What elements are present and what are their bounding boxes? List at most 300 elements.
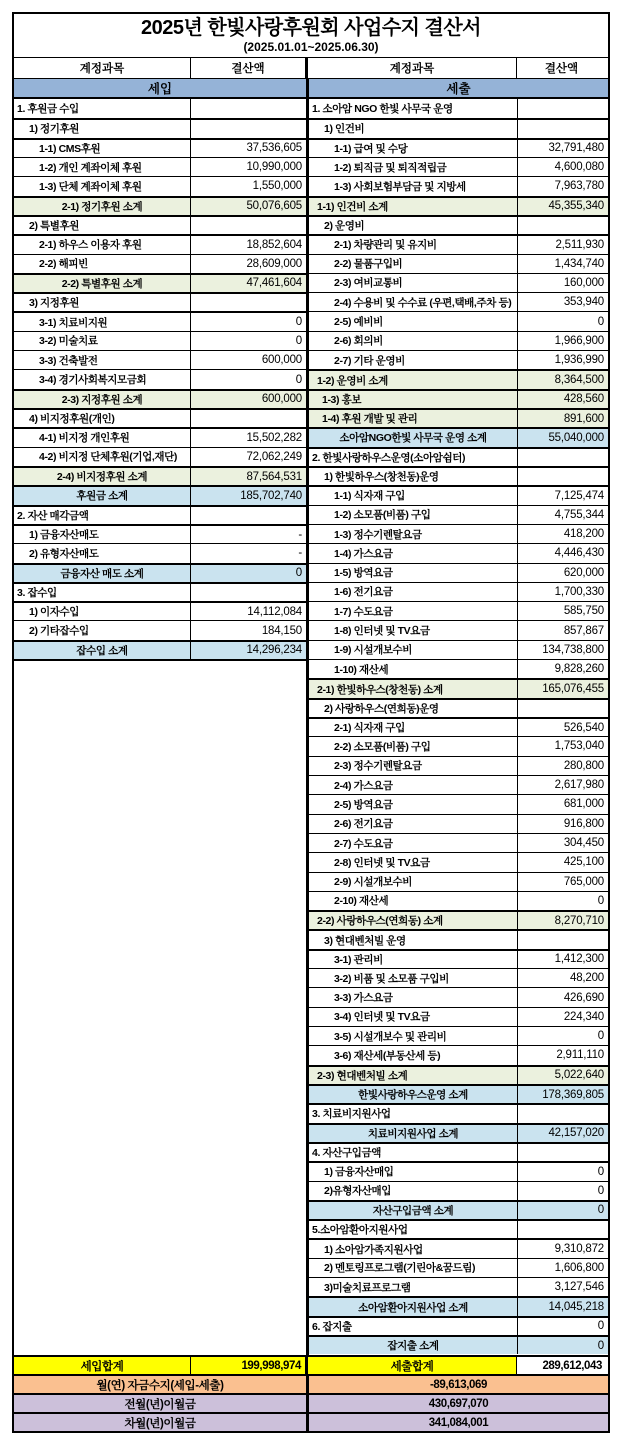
table-row xyxy=(309,775,608,794)
table-row xyxy=(309,157,608,176)
previous-carryover-row xyxy=(14,1393,608,1412)
amount-value: 916,800 xyxy=(563,817,604,830)
table-row xyxy=(309,1316,608,1335)
amount-value xyxy=(518,1105,608,1122)
table-row xyxy=(309,331,608,350)
balance-value: -89,613,069 xyxy=(309,1376,608,1393)
account-label: 1) 금융자산매도 xyxy=(14,526,191,543)
table-row xyxy=(309,717,608,736)
table-row xyxy=(309,215,608,234)
account-label: 2-3) 정수기렌탈요금 xyxy=(309,757,518,775)
amount-value: 1,700,330 xyxy=(554,585,604,598)
amount-value: 428,560 xyxy=(563,393,604,406)
account-label: 1-9) 시설개보수비 xyxy=(309,641,518,659)
section-income-header: 세입 xyxy=(14,79,306,97)
account-label: 1-1) CMS후원 xyxy=(14,140,191,157)
table-row xyxy=(309,987,608,1006)
table-row xyxy=(14,273,306,292)
amount-value: 0 xyxy=(597,1184,604,1197)
account-label: 1-10) 재산세 xyxy=(309,660,518,678)
expense-total-value: 289,612,043 xyxy=(517,1357,606,1374)
balance-label: 월(연) 자금수지(세입-세출) xyxy=(14,1376,306,1393)
account-label: 2-6) 전기요금 xyxy=(309,815,518,833)
account-label: 잡지출 소계 xyxy=(309,1337,518,1354)
table-row xyxy=(309,582,608,601)
amount-value: 1,936,990 xyxy=(554,354,604,367)
account-label: 3) 현대벤처빌 운영 xyxy=(309,931,518,948)
table-row xyxy=(309,852,608,871)
amount-value: 178,369,805 xyxy=(542,1088,604,1101)
account-label: 4-2) 비지정 단체후원(기업,재단) xyxy=(14,448,191,466)
amount-value: - xyxy=(298,528,302,541)
account-label: 1-3) 단체 계좌이체 후원 xyxy=(14,177,191,195)
account-label: 3. 잡수입 xyxy=(14,584,191,601)
amount-value xyxy=(191,120,306,137)
table-row xyxy=(309,910,608,929)
account-label: 2)유형자산매입 xyxy=(309,1182,518,1200)
amount-value: 15,502,282 xyxy=(246,431,302,444)
account-label: 1. 소아암 NGO 한빛 사무국 운영 xyxy=(309,99,518,118)
table-row xyxy=(14,601,306,620)
amount-value: 14,045,218 xyxy=(548,1301,604,1314)
account-label: 2-2) 특별후원 소계 xyxy=(14,275,191,292)
account-label: 2-4) 비지정후원 소계 xyxy=(14,468,191,485)
amount-value: 353,940 xyxy=(563,296,604,309)
amount-value: 42,157,020 xyxy=(548,1127,604,1140)
account-label: 소아암환아지원사업 소계 xyxy=(309,1298,518,1315)
amount-value: 3,127,546 xyxy=(554,1281,604,1294)
table-row xyxy=(14,485,306,504)
account-label: 2-2) 물품구입비 xyxy=(309,255,518,273)
table-row xyxy=(14,311,306,330)
amount-value: 0 xyxy=(597,1030,604,1043)
account-label: 3-1) 치료비지원 xyxy=(14,313,191,330)
amount-value: 8,364,500 xyxy=(554,374,604,387)
amount-value: - xyxy=(298,547,302,560)
amount-value: 1,550,000 xyxy=(252,180,302,193)
table-row xyxy=(309,1084,608,1103)
account-label: 2-1) 한빛하우스(창천동) 소계 xyxy=(309,680,518,697)
account-label: 3-3) 건축발전 xyxy=(14,351,191,369)
account-label: 2-5) 예비비 xyxy=(309,312,518,330)
table-row xyxy=(309,929,608,948)
account-label: 1-3) 사회보험부담금 및 지방세 xyxy=(309,177,518,195)
account-label: 잡수입 소계 xyxy=(14,642,191,659)
amount-value: 0 xyxy=(295,334,302,347)
account-label: 1-2) 퇴직금 및 퇴직적립금 xyxy=(309,158,518,176)
table-row xyxy=(309,138,608,157)
amount-value: 426,690 xyxy=(563,991,604,1004)
account-label: 3-2) 비품 및 소모품 구입비 xyxy=(309,969,518,987)
table-row xyxy=(14,157,306,176)
col-header-account-right: 계정과목 xyxy=(308,58,517,78)
amount-value: 224,340 xyxy=(563,1010,604,1023)
table-row xyxy=(14,466,306,485)
table-row xyxy=(14,427,306,446)
account-label: 3) 지정후원 xyxy=(14,294,191,311)
account-label: 금융자산 매도 소계 xyxy=(14,565,191,582)
account-label: 2-1) 정기후원 소계 xyxy=(14,198,191,215)
amount-value xyxy=(518,931,608,948)
account-label: 1) 금융자산매입 xyxy=(309,1163,518,1180)
section-expense-header: 세출 xyxy=(309,79,608,97)
account-label: 후원금 소계 xyxy=(14,487,191,504)
account-label: 1) 한빛하우스(창천동)운영 xyxy=(309,468,518,485)
amount-value: 9,828,260 xyxy=(554,663,604,676)
table-row xyxy=(14,408,306,427)
account-label: 3. 치료비지원사업 xyxy=(309,1105,518,1122)
account-label: 2-4) 수용비 및 수수료 (우편,택배,주차 등) xyxy=(309,293,518,311)
amount-value: 0 xyxy=(597,1320,604,1333)
account-label: 1-3) 정수기렌탈요금 xyxy=(309,525,518,543)
account-label: 1) 소아암가족지원사업 xyxy=(309,1240,518,1257)
amount-value: 526,540 xyxy=(563,721,604,734)
previous-carryover-label: 전월(년)이월금 xyxy=(14,1395,306,1412)
amount-value: 1,412,300 xyxy=(554,953,604,966)
amount-value: 48,200 xyxy=(570,972,604,985)
table-row xyxy=(14,369,306,388)
amount-value: 4,446,430 xyxy=(554,547,604,560)
account-label: 3-3) 가스요금 xyxy=(309,988,518,1006)
amount-value: 134,738,800 xyxy=(542,643,604,656)
table-row xyxy=(14,524,306,543)
account-label: 3-5) 시설개보수 및 관리비 xyxy=(309,1027,518,1045)
account-label: 2-7) 수도요금 xyxy=(309,834,518,852)
table-row xyxy=(309,1142,608,1161)
table-row xyxy=(14,389,306,408)
account-label: 1-1) 식자재 구입 xyxy=(309,487,518,504)
account-label: 1-6) 전기요금 xyxy=(309,583,518,601)
table-row xyxy=(309,485,608,504)
account-label: 3)미술치료프로그램 xyxy=(309,1278,518,1296)
table-row xyxy=(309,99,608,118)
amount-value: 0 xyxy=(295,373,302,386)
account-label: 4-1) 비지정 개인후원 xyxy=(14,429,191,446)
account-label: 1-7) 수도요금 xyxy=(309,602,518,620)
account-label: 2-5) 방역요금 xyxy=(309,795,518,813)
amount-value: 857,867 xyxy=(563,624,604,637)
table-row xyxy=(309,118,608,137)
account-label: 3-4) 인터넷 및 TV요금 xyxy=(309,1008,518,1026)
table-row xyxy=(309,466,608,485)
account-label: 2) 운영비 xyxy=(309,217,518,234)
account-label: 1-4) 가스요금 xyxy=(309,544,518,562)
table-row xyxy=(309,698,608,717)
account-label: 4) 비지정후원(개인) xyxy=(14,410,191,427)
account-label: 1. 후원금 수입 xyxy=(14,99,191,118)
amount-value: 50,076,605 xyxy=(246,200,302,213)
account-label: 2-4) 가스요금 xyxy=(309,776,518,794)
previous-carryover-value: 430,697,070 xyxy=(309,1395,608,1412)
table-row xyxy=(309,1335,608,1354)
table-row xyxy=(309,563,608,582)
amount-value: 14,296,234 xyxy=(246,644,302,657)
amount-value: 87,564,531 xyxy=(246,470,302,483)
balance-row xyxy=(14,1374,608,1393)
table-row xyxy=(309,1200,608,1219)
section-header-row xyxy=(14,79,608,99)
table-row xyxy=(309,794,608,813)
amount-value: 7,125,474 xyxy=(554,489,604,502)
account-label: 1-8) 인터넷 및 TV요금 xyxy=(309,621,518,639)
table-row xyxy=(309,350,608,369)
amount-value: 72,062,249 xyxy=(246,450,302,463)
amount-value: 185,702,740 xyxy=(240,489,302,502)
income-total-label: 세입합계 xyxy=(14,1357,191,1374)
amount-value: 425,100 xyxy=(563,856,604,869)
account-label: 1-2) 소모품(비품) 구입 xyxy=(309,506,518,524)
amount-value: 7,963,780 xyxy=(554,180,604,193)
amount-value: 32,791,480 xyxy=(548,142,604,155)
table-row xyxy=(309,640,608,659)
amount-value xyxy=(518,468,608,485)
account-label: 1-3) 홍보 xyxy=(309,391,518,408)
account-label: 3-4) 경기사회복지모금회 xyxy=(14,370,191,388)
table-row xyxy=(309,447,608,466)
account-label: 자산구입금액 소계 xyxy=(309,1202,518,1219)
table-row xyxy=(14,138,306,157)
account-label: 2-1) 식자재 구입 xyxy=(309,719,518,736)
table-row xyxy=(309,678,608,697)
account-label: 1-1) 급여 및 수당 xyxy=(309,140,518,157)
table-row xyxy=(14,505,306,524)
table-row xyxy=(309,620,608,639)
account-label: 1) 정기후원 xyxy=(14,120,191,137)
empty-filler-cell xyxy=(14,659,306,1355)
account-label: 2-3) 여비교통비 xyxy=(309,274,518,292)
account-label: 2-2) 소모품(비품) 구입 xyxy=(309,737,518,755)
amount-value: 4,600,080 xyxy=(554,161,604,174)
table-row xyxy=(309,234,608,253)
account-label: 2) 멘토링프로그램(기린아&꿈드림) xyxy=(309,1259,518,1277)
amount-value xyxy=(191,584,306,601)
table-row xyxy=(14,350,306,369)
account-label: 2-1) 차량관리 및 유지비 xyxy=(309,236,518,253)
table-row xyxy=(14,563,306,582)
table-row xyxy=(309,891,608,910)
amount-value: 45,355,340 xyxy=(548,200,604,213)
table-row xyxy=(309,408,608,427)
amount-value xyxy=(191,507,306,524)
amount-value: 2,617,980 xyxy=(554,779,604,792)
account-label: 2-2) 해피빈 xyxy=(14,255,191,273)
amount-value: 600,000 xyxy=(261,354,302,367)
amount-value: 2,511,930 xyxy=(555,238,604,251)
amount-value xyxy=(518,700,608,717)
account-label: 2-3) 현대벤처빌 소계 xyxy=(309,1067,518,1084)
amount-value: 37,536,605 xyxy=(246,142,302,155)
account-label: 1-5) 방역요금 xyxy=(309,564,518,582)
table-row xyxy=(14,215,306,234)
amount-value: 8,270,710 xyxy=(554,914,604,927)
next-carryover-label: 차월(년)이월금 xyxy=(14,1414,306,1431)
amount-value: 5,022,640 xyxy=(554,1069,604,1082)
settlement-table xyxy=(12,12,610,1433)
amount-value: 1,434,740 xyxy=(554,257,604,270)
table-row xyxy=(309,1219,608,1238)
table-row xyxy=(309,1026,608,1045)
table-row xyxy=(309,968,608,987)
table-row xyxy=(14,292,306,311)
amount-value xyxy=(191,410,306,427)
col-header-amount-right: 결산액 xyxy=(544,63,579,75)
amount-value: 0 xyxy=(597,1165,604,1178)
account-label: 3-1) 관리비 xyxy=(309,951,518,968)
table-row xyxy=(309,1123,608,1142)
income-total-value: 199,998,974 xyxy=(191,1357,305,1374)
table-row xyxy=(14,543,306,562)
column-header-row xyxy=(14,58,608,79)
amount-value: 165,076,455 xyxy=(542,683,604,696)
account-label: 2-1) 하우스 이용자 후원 xyxy=(14,236,191,253)
account-label: 6. 잡지출 xyxy=(309,1318,518,1335)
table-row xyxy=(309,196,608,215)
amount-value: 1,753,040 xyxy=(554,740,604,753)
account-label: 치료비지원사업 소계 xyxy=(309,1125,518,1142)
account-label: 2-8) 인터넷 및 TV요금 xyxy=(309,853,518,871)
account-label: 5.소아암환아지원사업 xyxy=(309,1221,518,1238)
amount-value: 0 xyxy=(597,315,604,328)
amount-value: 14,112,084 xyxy=(247,605,302,618)
amount-value: 891,600 xyxy=(563,412,604,425)
income-column xyxy=(14,99,306,1355)
amount-value: 0 xyxy=(597,1204,604,1217)
table-row xyxy=(309,369,608,388)
amount-value: 1,966,900 xyxy=(554,334,604,347)
account-label: 2) 특별후원 xyxy=(14,217,191,234)
table-body xyxy=(14,99,608,1355)
amount-value xyxy=(191,99,306,118)
amount-value: 4,755,344 xyxy=(554,508,604,521)
table-row xyxy=(14,640,306,659)
amount-value: 2,911,110 xyxy=(556,1049,604,1062)
account-label: 1) 인건비 xyxy=(309,120,518,137)
table-row xyxy=(14,254,306,273)
account-label: 2-10) 재산세 xyxy=(309,892,518,910)
account-label: 한빛사랑하우스운영 소계 xyxy=(309,1086,518,1103)
table-row xyxy=(309,176,608,195)
table-row xyxy=(309,1277,608,1296)
expense-column xyxy=(309,99,608,1355)
table-row xyxy=(309,1045,608,1064)
col-header-account-left: 계정과목 xyxy=(14,58,191,78)
col-header-amount-left: 결산액 xyxy=(231,63,265,75)
table-row xyxy=(309,427,608,446)
account-label: 2-3) 지정후원 소계 xyxy=(14,391,191,408)
account-label: 2-6) 회의비 xyxy=(309,332,518,350)
table-row xyxy=(14,620,306,639)
table-row xyxy=(14,447,306,466)
amount-value xyxy=(191,294,306,311)
table-row xyxy=(309,389,608,408)
amount-value xyxy=(518,1144,608,1161)
table-row xyxy=(309,292,608,311)
table-row xyxy=(14,99,306,118)
account-label: 1-1) 인건비 소계 xyxy=(309,198,518,215)
account-label: 2-2) 사랑하우스(연희동) 소계 xyxy=(309,912,518,929)
account-label: 2) 기타잡수입 xyxy=(14,621,191,639)
amount-value xyxy=(518,120,608,137)
account-label: 2) 사랑하우스(연희동)운영 xyxy=(309,700,518,717)
amount-value: 160,000 xyxy=(563,276,604,289)
report-title: 2025년 한빛사랑후원회 사업수지 결산서 xyxy=(141,17,481,39)
amount-value: 47,461,604 xyxy=(246,277,302,290)
amount-value: 600,000 xyxy=(261,393,302,406)
amount-value: 765,000 xyxy=(563,875,604,888)
table-row xyxy=(309,1161,608,1180)
account-label: 3-6) 재산세(부동산세 등) xyxy=(309,1046,518,1064)
amount-value xyxy=(518,449,608,466)
amount-value: 1,606,800 xyxy=(554,1261,604,1274)
table-row xyxy=(14,196,306,215)
table-row xyxy=(309,736,608,755)
account-label: 1-2) 운영비 소계 xyxy=(309,371,518,388)
table-row xyxy=(309,601,608,620)
table-row xyxy=(309,756,608,775)
account-label: 2. 한빛사랑하우스운영(소아암쉼터) xyxy=(309,449,518,466)
account-label: 1-2) 개인 계좌이체 후원 xyxy=(14,158,191,176)
amount-value: 280,800 xyxy=(563,759,604,772)
account-label: 2-7) 기타 운영비 xyxy=(309,351,518,369)
table-row xyxy=(309,273,608,292)
table-row xyxy=(309,254,608,273)
account-label: 4. 자산구입금액 xyxy=(309,1144,518,1161)
table-row xyxy=(309,872,608,891)
table-row xyxy=(309,311,608,330)
amount-value: 28,609,000 xyxy=(246,257,302,270)
table-row xyxy=(14,331,306,350)
account-label: 2-9) 시설개보수비 xyxy=(309,873,518,891)
expense-total-label: 세출합계 xyxy=(308,1357,517,1374)
report-period: (2025.01.01~2025.06.30) xyxy=(243,40,379,54)
table-row xyxy=(309,1103,608,1122)
table-row xyxy=(309,814,608,833)
amount-value: 10,990,000 xyxy=(246,161,302,174)
table-row xyxy=(309,1181,608,1200)
amount-value xyxy=(518,1221,608,1238)
next-carryover-row xyxy=(14,1412,608,1431)
report-header xyxy=(14,14,608,58)
table-row xyxy=(309,659,608,678)
account-label: 1-4) 후원 개발 및 관리 xyxy=(309,410,518,427)
table-row xyxy=(309,1296,608,1315)
amount-value: 0 xyxy=(295,567,302,580)
table-row xyxy=(309,1258,608,1277)
table-row xyxy=(14,176,306,195)
account-label: 소아암NGO한빛 사무국 운영 소계 xyxy=(309,429,518,446)
amount-value: 9,310,872 xyxy=(554,1243,604,1256)
amount-value: 418,200 xyxy=(563,528,604,541)
amount-value: 304,450 xyxy=(563,837,604,850)
table-row xyxy=(309,1065,608,1084)
account-label: 2. 자산 매각금액 xyxy=(14,507,191,524)
table-row xyxy=(309,505,608,524)
amount-value: 0 xyxy=(597,894,604,907)
table-row xyxy=(309,543,608,562)
table-row xyxy=(309,1007,608,1026)
amount-value xyxy=(518,217,608,234)
amount-value xyxy=(518,99,608,118)
table-row xyxy=(14,234,306,253)
account-label: 3-2) 미술치료 xyxy=(14,332,191,350)
table-row xyxy=(309,1238,608,1257)
amount-value: 18,852,604 xyxy=(246,238,302,251)
table-row xyxy=(14,118,306,137)
amount-value: 0 xyxy=(295,316,302,329)
table-row xyxy=(309,833,608,852)
amount-value: 620,000 xyxy=(563,566,604,579)
amount-value: 585,750 xyxy=(563,605,604,618)
